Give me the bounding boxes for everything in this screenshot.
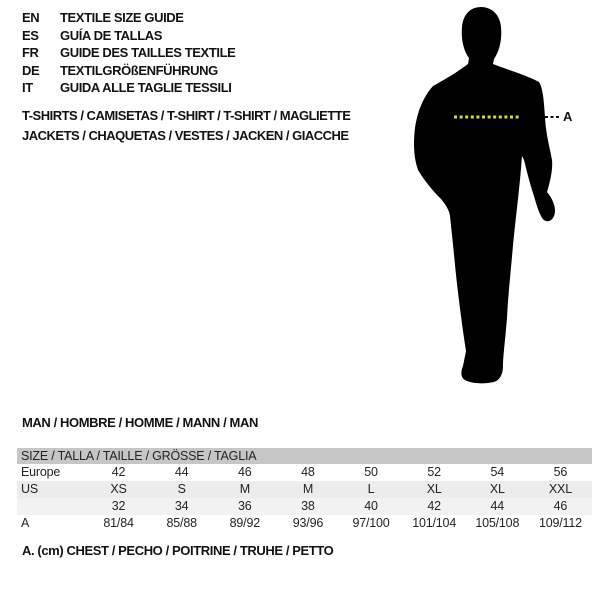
language-text: TEXTILGRÖßENFÜHRUNG xyxy=(60,62,218,78)
man-silhouette-figure xyxy=(400,0,600,400)
table-cell: 38 xyxy=(301,499,315,513)
language-row-en xyxy=(22,9,235,27)
table-row-numeric xyxy=(17,498,592,515)
table-cell: 46 xyxy=(238,465,252,479)
measurement-footnote: A. (cm) CHEST / PECHO / POITRINE / TRUHE / PETTO xyxy=(22,543,334,558)
table-cell: 40 xyxy=(364,499,378,513)
category-block xyxy=(22,106,350,146)
table-cell: 50 xyxy=(364,465,378,479)
language-row-de xyxy=(22,62,235,80)
man-silhouette xyxy=(414,7,555,383)
language-row-fr xyxy=(22,44,235,62)
language-code: DE xyxy=(22,62,40,78)
table-cell: XS xyxy=(110,482,127,496)
table-cell: 54 xyxy=(490,465,505,479)
table-row-europe xyxy=(17,464,592,481)
category-line-jackets: JACKETS / CHAQUETAS / VESTES / JACKEN / GIACCHE xyxy=(22,128,349,143)
table-cell: M xyxy=(239,482,250,496)
table-cell: L xyxy=(367,482,375,496)
row-label: A xyxy=(21,516,30,530)
table-cell: 109/112 xyxy=(539,516,582,530)
table-row-chest-a xyxy=(17,515,592,532)
language-row-it xyxy=(22,79,235,97)
table-cell: 48 xyxy=(301,465,315,479)
table-cell: 93/96 xyxy=(292,516,324,530)
table-cell: 97/100 xyxy=(352,516,390,530)
table-cell: 56 xyxy=(553,465,568,479)
row-label: US xyxy=(21,482,38,496)
table-cell: M xyxy=(302,482,314,496)
language-text: GUIDA ALLE TAGLIE TESSILI xyxy=(60,80,232,96)
table-cell: 36 xyxy=(238,499,252,513)
measurement-a-label: A xyxy=(563,109,573,124)
table-cell: 101/104 xyxy=(412,516,457,530)
language-list xyxy=(22,9,235,97)
language-code: ES xyxy=(22,27,39,43)
table-cell: 42 xyxy=(427,499,441,513)
language-code: IT xyxy=(22,80,33,96)
table-cell: 42 xyxy=(111,465,126,479)
row-label xyxy=(17,498,87,515)
table-cell: 46 xyxy=(553,499,568,513)
row-label: Europe xyxy=(21,465,61,479)
size-table xyxy=(17,448,592,532)
language-text: TEXTILE SIZE GUIDE xyxy=(60,10,184,25)
table-cell: 44 xyxy=(174,465,189,479)
language-text: GUÍA DE TALLAS xyxy=(60,27,163,43)
category-line-tshirts: T-SHIRTS / CAMISETAS / T-SHIRT / T-SHIRT / MAGLIETTE xyxy=(22,108,351,123)
table-row-us xyxy=(17,481,592,498)
table-cell: 34 xyxy=(174,499,189,513)
table-cell: XL xyxy=(489,482,505,496)
language-text: GUIDE DES TAILLES TEXTILE xyxy=(60,45,236,61)
table-cell: 52 xyxy=(427,465,441,479)
table-cell: 32 xyxy=(111,499,126,513)
table-cell: XXL xyxy=(548,482,572,496)
table-cell: 85/88 xyxy=(166,516,197,530)
language-row-es xyxy=(22,27,235,45)
size-table-header: SIZE / TALLA / TAILLE / GRÖSSE / TAGLIA xyxy=(17,448,592,464)
table-cell: 105/108 xyxy=(475,516,520,530)
table-cell: 44 xyxy=(490,499,505,513)
table-cell: 89/92 xyxy=(229,516,260,530)
table-cell: S xyxy=(177,482,186,496)
language-code: FR xyxy=(22,45,39,61)
section-title-man: MAN / HOMBRE / HOMME / MANN / MAN xyxy=(22,415,258,430)
table-cell: 81/84 xyxy=(103,516,134,530)
language-code: EN xyxy=(22,10,40,25)
table-cell: XL xyxy=(426,482,442,496)
